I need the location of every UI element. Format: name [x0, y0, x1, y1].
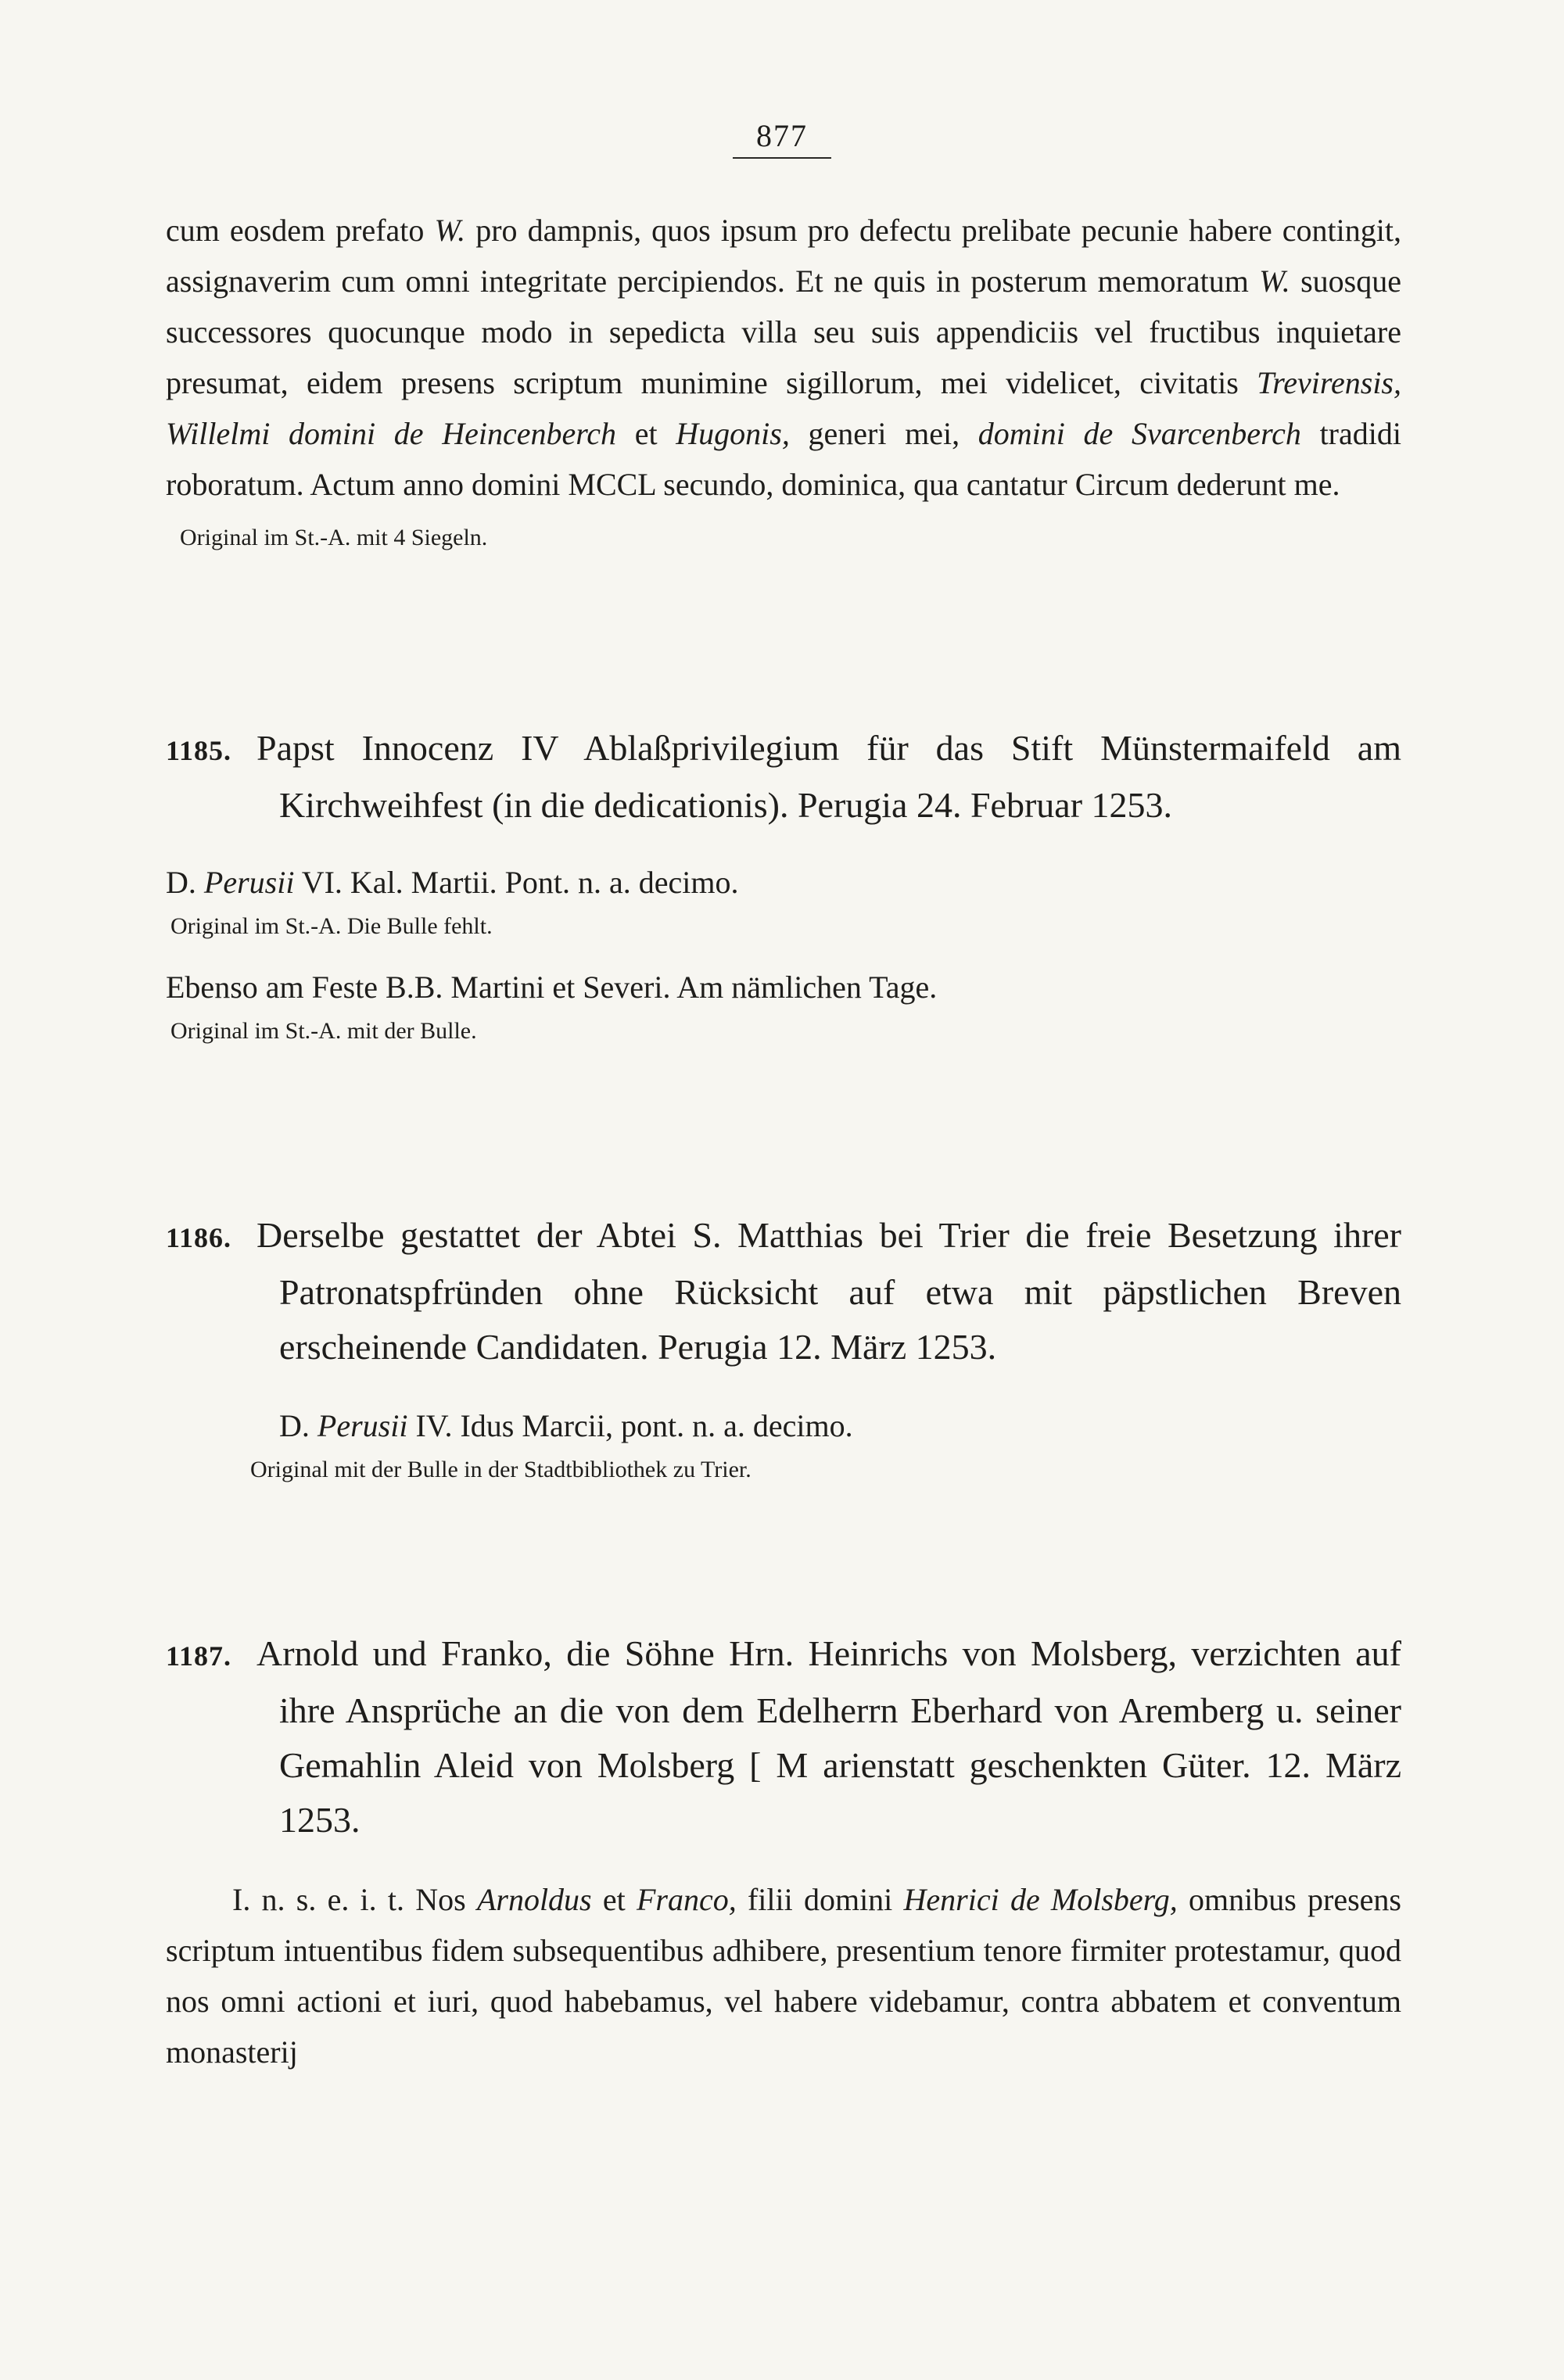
entry-note: Original im St.-A. Die Bulle fehlt. — [170, 913, 493, 939]
intro-italic-5: domini de Svarcenberch — [978, 416, 1301, 451]
text-italic-3: Henrici de Molsberg, — [903, 1882, 1178, 1917]
dating-italic: Perusii — [317, 1408, 408, 1443]
text-part-3: filii domini — [736, 1882, 904, 1917]
page-number-area — [696, 117, 868, 159]
entry-heading — [166, 1626, 1401, 1848]
intro-text-4: et — [616, 416, 676, 451]
entry-number: 1185. — [166, 735, 232, 766]
dating-prefix: D. — [279, 1408, 317, 1443]
entry-heading-text: Arnold und Franko, die Söhne Hrn. Heinrichs von Molsberg, verzichten auf ihre Ansprüche an die von dem Edelherrn Eberhard von Aremberg u. seiner Gemahlin Aleid von Molsberg [ M arienstatt geschenkten Güter. 12. März 1253. — [256, 1633, 1401, 1840]
entry-1185 — [166, 721, 1401, 1047]
entry-dating — [166, 1403, 1401, 1450]
intro-italic-2: W. — [1259, 263, 1290, 299]
entry-number: 1187. — [166, 1640, 232, 1672]
entry-heading — [166, 721, 1401, 833]
intro-text-3: suosque successores quocunque modo in sepedicta villa seu suis appendiciis vel fructibus inquietare presumat, eidem presens scriptum munimine sigillorum, mei videlicet, civitatis — [166, 263, 1401, 400]
entry-heading — [166, 1208, 1401, 1375]
dating-suffix: VI. Kal. Martii. Pont. n. a. decimo. — [294, 865, 739, 900]
intro-text-1: cum eosdem prefato — [166, 213, 435, 248]
intro-note: Original im St.-A. mit 4 Siegeln. — [180, 525, 488, 550]
entry-number: 1186. — [166, 1222, 232, 1253]
text-part-2: et — [591, 1882, 637, 1917]
intro-italic-4: Hugonis, — [676, 416, 790, 451]
entry-note-2: Original im St.-A. mit der Bulle. — [170, 1018, 477, 1044]
intro-text-5: generi mei, — [789, 416, 978, 451]
page-number: 877 — [733, 117, 831, 159]
intro-text-2: pro dampnis, quos ipsum pro defectu prelibate pecunie habere contingit, assignaverim cum omni integritate percipiendos. Et ne quis in posterum memoratum — [166, 213, 1401, 299]
entry-extra: Ebenso am Feste B.B. Martini et Severi. Am nämlichen Tage. — [166, 970, 938, 1005]
entry-note: Original mit der Bulle in der Stadtbibliothek zu Trier. — [250, 1457, 752, 1482]
dating-suffix: IV. Idus Marcii, pont. n. a. decimo. — [407, 1408, 853, 1443]
dating-italic: Perusii — [203, 865, 295, 900]
text-part-1: I. n. s. e. i. t. Nos — [232, 1882, 477, 1917]
intro-block — [166, 205, 1401, 554]
text-italic-2: Franco, — [636, 1882, 737, 1917]
intro-italic-3: Trevirensis, Willelmi domini de Heincenberch — [166, 365, 1401, 451]
entry-heading-text: Derselbe gestattet der Abtei S. Matthias bei Trier die freie Besetzung ihrer Patronatspfründen ohne Rücksicht auf etwa mit päpstlichen Breven erscheinende Candidaten. Perugia 12. März 1253. — [256, 1215, 1401, 1367]
intro-text-6: tradidi roboratum. Actum anno domini MCCL secundo, dominica, qua cantatur Circum dederunt me. — [166, 416, 1401, 502]
entry-1186 — [166, 1208, 1401, 1486]
intro-italic-1: W. — [434, 213, 466, 248]
dating-prefix: D. — [166, 865, 204, 900]
intro-paragraph — [166, 205, 1401, 510]
entry-1187 — [166, 1626, 1401, 2077]
text-part-4: omnibus presens scriptum intuentibus fidem subsequentibus adhibere, presentium tenore firmiter protestamur, quod nos omni actioni et iuri, quod habebamus, vel habere videbamur, contra abbatem et conventum monasterij — [166, 1882, 1401, 2070]
entry-dating — [166, 859, 1401, 906]
entry-heading-text: Papst Innocenz IV Ablaßprivilegium für das Stift Münstermaifeld am Kirchweihfest (in die dedicationis). Perugia 24. Februar 1253. — [256, 728, 1401, 825]
entry-text — [166, 1874, 1401, 2077]
text-italic-1: Arnoldus — [476, 1882, 592, 1917]
